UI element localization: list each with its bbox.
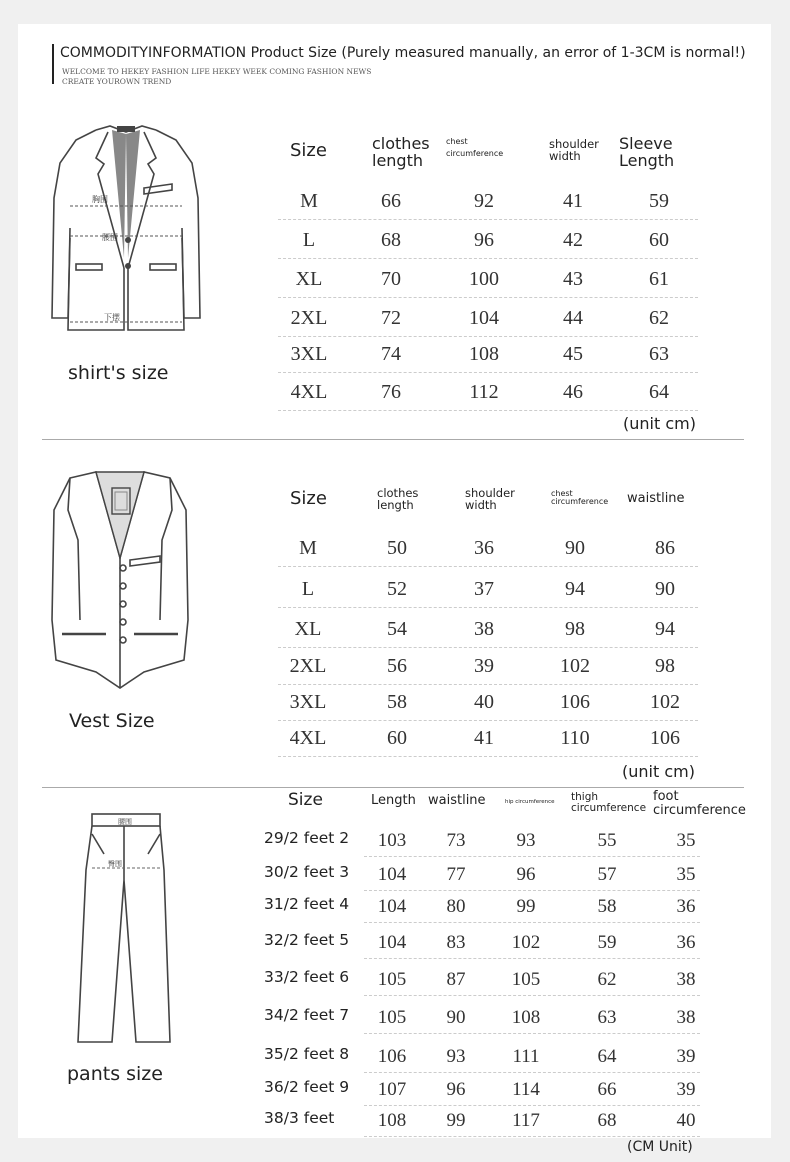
pants-cell-r4-c2: 87 [446, 969, 466, 990]
waist-figure-label: 腰围 [102, 233, 118, 242]
shirt-row-divider [278, 372, 698, 373]
vest-cell-r2-c4: 94 [655, 618, 675, 640]
vest-cell-r5-c2: 41 [474, 727, 494, 749]
shirt-cell-r1-c2: 96 [474, 229, 494, 251]
vest-cell-r1-c1: 52 [387, 578, 407, 600]
shirt-row-divider [278, 219, 698, 220]
shirt-cell-r0-c3: 41 [563, 190, 583, 212]
pants-cell-r0-c1: 103 [377, 830, 407, 851]
pants-cell-r8-c0: 38/3 feet [264, 1109, 335, 1127]
vest-cell-r5-c1: 60 [387, 727, 407, 749]
section-divider-2 [42, 787, 744, 788]
pants-cell-r8-c1: 108 [377, 1110, 407, 1131]
pants-cell-r5-c1: 105 [377, 1007, 407, 1028]
vest-cell-r1-c0: L [301, 578, 315, 600]
shirt-cell-r1-c3: 42 [563, 229, 583, 251]
pants-section-label: pants size [67, 1063, 163, 1085]
pants-cell-r4-c1: 105 [377, 969, 407, 990]
pants-cell-r1-c3: 96 [516, 864, 536, 885]
shirt-cell-r3-c0: 2XL [290, 307, 328, 329]
shirt-cell-r5-c3: 46 [563, 381, 583, 403]
shirt-cell-r1-c0: L [302, 229, 316, 251]
pants-cell-r0-c3: 93 [516, 830, 536, 851]
pants-cell-r3-c4: 59 [597, 932, 617, 953]
shirt-header-sleeve: Sleeve Length [619, 134, 675, 170]
vest-illustration [48, 470, 193, 692]
shirt-cell-r4-c2: 108 [469, 343, 499, 365]
pants-cell-r5-c4: 63 [597, 1007, 617, 1028]
pants-cell-r2-c5: 36 [676, 896, 696, 917]
suit-jacket-illustration [46, 118, 206, 343]
vest-row-divider [278, 607, 698, 608]
shirt-cell-r5-c0: 4XL [290, 381, 328, 403]
vest-header-length: clothes length [377, 486, 419, 513]
shirt-cell-r0-c0: M [300, 190, 318, 212]
pants-cell-r6-c5: 39 [676, 1046, 696, 1067]
pants-cell-r1-c1: 104 [377, 864, 407, 885]
shirt-header-chest: chest circumference [446, 137, 504, 158]
shirt-row-divider [278, 297, 698, 298]
pants-header-hip: hip circumference [505, 799, 555, 805]
vest-cell-r3-c4: 98 [655, 655, 675, 677]
shirt-cell-r3-c4: 62 [649, 307, 669, 329]
shirt-cell-r5-c2: 112 [469, 381, 499, 403]
vest-cell-r0-c1: 50 [387, 537, 407, 559]
vest-row-divider [278, 756, 698, 757]
pants-header-length: Length [371, 793, 416, 808]
shirt-header-shoulder: shoulder width [549, 137, 599, 164]
pants-cell-r4-c4: 62 [597, 969, 617, 990]
pants-cell-r1-c4: 57 [597, 864, 617, 885]
pants-row-divider [364, 1136, 700, 1137]
pants-cell-r6-c2: 93 [446, 1046, 466, 1067]
vest-cell-r1-c3: 94 [565, 578, 585, 600]
vest-cell-r5-c4: 106 [650, 727, 680, 749]
pants-cell-r5-c3: 108 [511, 1007, 541, 1028]
vest-cell-r0-c2: 36 [474, 537, 494, 559]
waist-figure-label-pants: 腰围 [118, 818, 132, 826]
section-divider-1 [42, 439, 744, 440]
pants-header-foot: foot circumference [653, 789, 746, 818]
shirt-cell-r3-c1: 72 [381, 307, 401, 329]
pants-cell-r8-c2: 99 [446, 1110, 466, 1131]
shirt-cell-r0-c2: 92 [474, 190, 494, 212]
shirt-cell-r2-c0: XL [295, 268, 323, 290]
header-subtitle [62, 67, 371, 87]
shirt-cell-r0-c1: 66 [381, 190, 401, 212]
vest-cell-r4-c4: 102 [650, 691, 680, 713]
vest-cell-r3-c0: 2XL [289, 655, 327, 677]
shirt-cell-r3-c2: 104 [469, 307, 499, 329]
vest-cell-r5-c3: 110 [560, 727, 590, 749]
pants-cell-r5-c2: 90 [446, 1007, 466, 1028]
pants-cell-r7-c1: 107 [377, 1079, 407, 1100]
chest-figure-label: 胸围 [92, 195, 108, 204]
pants-cell-r2-c1: 104 [377, 896, 407, 917]
pants-cell-r2-c2: 80 [446, 896, 466, 917]
shirt-row-divider [278, 336, 698, 337]
vest-cell-r0-c0: M [299, 537, 317, 559]
shirt-cell-r4-c4: 63 [649, 343, 669, 365]
pants-illustration [58, 810, 188, 1050]
pants-cell-r6-c1: 106 [377, 1046, 407, 1067]
pants-cell-r0-c4: 55 [597, 830, 617, 851]
vest-header-size: Size [290, 488, 327, 509]
pants-row-divider [364, 1105, 700, 1106]
pants-header-waistline: waistline [428, 793, 486, 808]
vest-cell-r2-c3: 98 [565, 618, 585, 640]
pants-cell-r1-c5: 35 [676, 864, 696, 885]
vest-header-chest: chest circumference [551, 489, 609, 507]
pants-cell-r3-c1: 104 [377, 932, 407, 953]
pants-cell-r6-c3: 111 [512, 1046, 540, 1067]
vest-header-shoulder: shoulder width [465, 486, 515, 513]
shirt-row-divider [278, 258, 698, 259]
pants-row-divider [364, 856, 700, 857]
shirt-cell-r4-c1: 74 [381, 343, 401, 365]
shirt-unit: (unit cm) [623, 414, 696, 433]
pants-row-divider [364, 922, 700, 923]
header-subtitle-line2: CREATE YOUROWN TREND [62, 77, 172, 86]
pants-cell-r7-c0: 36/2 feet 9 [264, 1078, 350, 1096]
page-title: COMMODITYINFORMATION Product Size (Purely measured manually, an error of 1-3CM is normal!) [60, 45, 746, 61]
pants-cell-r5-c5: 38 [676, 1007, 696, 1028]
pants-cell-r0-c5: 35 [676, 830, 696, 851]
hem-figure-label: 下摆 [104, 313, 120, 322]
pants-cell-r0-c0: 29/2 feet 2 [264, 829, 350, 847]
pants-cell-r4-c5: 38 [676, 969, 696, 990]
shirt-cell-r0-c4: 59 [649, 190, 669, 212]
vest-cell-r3-c1: 56 [387, 655, 407, 677]
shirt-row-divider [278, 410, 698, 411]
vest-cell-r1-c2: 37 [474, 578, 494, 600]
shirt-cell-r4-c0: 3XL [290, 343, 328, 365]
vest-cell-r2-c2: 38 [474, 618, 494, 640]
vest-row-divider [278, 566, 698, 567]
pants-cell-r2-c3: 99 [516, 896, 536, 917]
pants-cell-r2-c4: 58 [597, 896, 617, 917]
pants-row-divider [364, 890, 700, 891]
pants-header-thigh: thigh circumference [571, 791, 647, 815]
vest-cell-r3-c2: 39 [474, 655, 494, 677]
vest-cell-r4-c0: 3XL [289, 691, 327, 713]
shirt-cell-r4-c3: 45 [563, 343, 583, 365]
pants-cell-r6-c0: 35/2 feet 8 [264, 1045, 350, 1063]
vest-cell-r1-c4: 90 [655, 578, 675, 600]
pants-cell-r7-c3: 114 [512, 1079, 540, 1100]
pants-cell-r3-c0: 32/2 feet 5 [264, 931, 350, 949]
pants-unit: (CM Unit) [627, 1139, 693, 1155]
vest-unit: (unit cm) [622, 762, 695, 781]
vest-header-waistline: waistline [627, 491, 685, 506]
pants-cell-r7-c4: 66 [597, 1079, 617, 1100]
vest-section-label: Vest Size [69, 710, 155, 732]
pants-cell-r4-c3: 105 [511, 969, 541, 990]
shirt-header-size: Size [290, 140, 327, 161]
pants-cell-r8-c5: 40 [676, 1110, 696, 1131]
pants-cell-r2-c0: 31/2 feet 4 [264, 895, 350, 913]
shirt-header-length: clothes length [372, 134, 430, 170]
pants-cell-r7-c5: 39 [676, 1079, 696, 1100]
shirt-cell-r3-c3: 44 [563, 307, 583, 329]
pants-cell-r3-c3: 102 [511, 932, 541, 953]
pants-cell-r3-c2: 83 [446, 932, 466, 953]
pants-row-divider [364, 995, 700, 996]
shirt-section-label: shirt's size [68, 362, 169, 384]
pants-cell-r7-c2: 96 [446, 1079, 466, 1100]
vest-cell-r2-c1: 54 [387, 618, 407, 640]
vest-cell-r4-c3: 106 [560, 691, 590, 713]
shirt-cell-r5-c1: 76 [381, 381, 401, 403]
pants-cell-r8-c4: 68 [597, 1110, 617, 1131]
shirt-cell-r2-c2: 100 [469, 268, 499, 290]
vest-cell-r4-c2: 40 [474, 691, 494, 713]
vest-cell-r2-c0: XL [294, 618, 322, 640]
pants-row-divider [364, 1033, 700, 1034]
header-accent-bar [52, 44, 54, 84]
vest-cell-r0-c4: 86 [655, 537, 675, 559]
pants-cell-r6-c4: 64 [597, 1046, 617, 1067]
shirt-cell-r2-c1: 70 [381, 268, 401, 290]
vest-cell-r0-c3: 90 [565, 537, 585, 559]
vest-row-divider [278, 647, 698, 648]
pants-cell-r5-c0: 34/2 feet 7 [264, 1006, 350, 1024]
shirt-cell-r1-c1: 68 [381, 229, 401, 251]
header-subtitle-line1: WELCOME TO HEKEY FASHION LIFE HEKEY WEEK COMING FASHION NEWS [62, 67, 372, 76]
pants-header-size: Size [288, 790, 323, 810]
pants-cell-r8-c3: 117 [512, 1110, 540, 1131]
shirt-cell-r1-c4: 60 [649, 229, 669, 251]
vest-cell-r5-c0: 4XL [289, 727, 327, 749]
pants-row-divider [364, 1072, 700, 1073]
pants-cell-r3-c5: 36 [676, 932, 696, 953]
vest-row-divider [278, 720, 698, 721]
pants-cell-r1-c0: 30/2 feet 3 [264, 863, 350, 881]
hip-figure-label-pants: 臀围 [108, 860, 122, 868]
vest-row-divider [278, 684, 698, 685]
shirt-cell-r2-c3: 43 [563, 268, 583, 290]
pants-cell-r0-c2: 73 [446, 830, 466, 851]
pants-cell-r1-c2: 77 [446, 864, 466, 885]
vest-cell-r3-c3: 102 [560, 655, 590, 677]
vest-cell-r4-c1: 58 [387, 691, 407, 713]
pants-cell-r4-c0: 33/2 feet 6 [264, 968, 350, 986]
pants-row-divider [364, 958, 700, 959]
shirt-cell-r5-c4: 64 [649, 381, 669, 403]
shirt-cell-r2-c4: 61 [649, 268, 669, 290]
